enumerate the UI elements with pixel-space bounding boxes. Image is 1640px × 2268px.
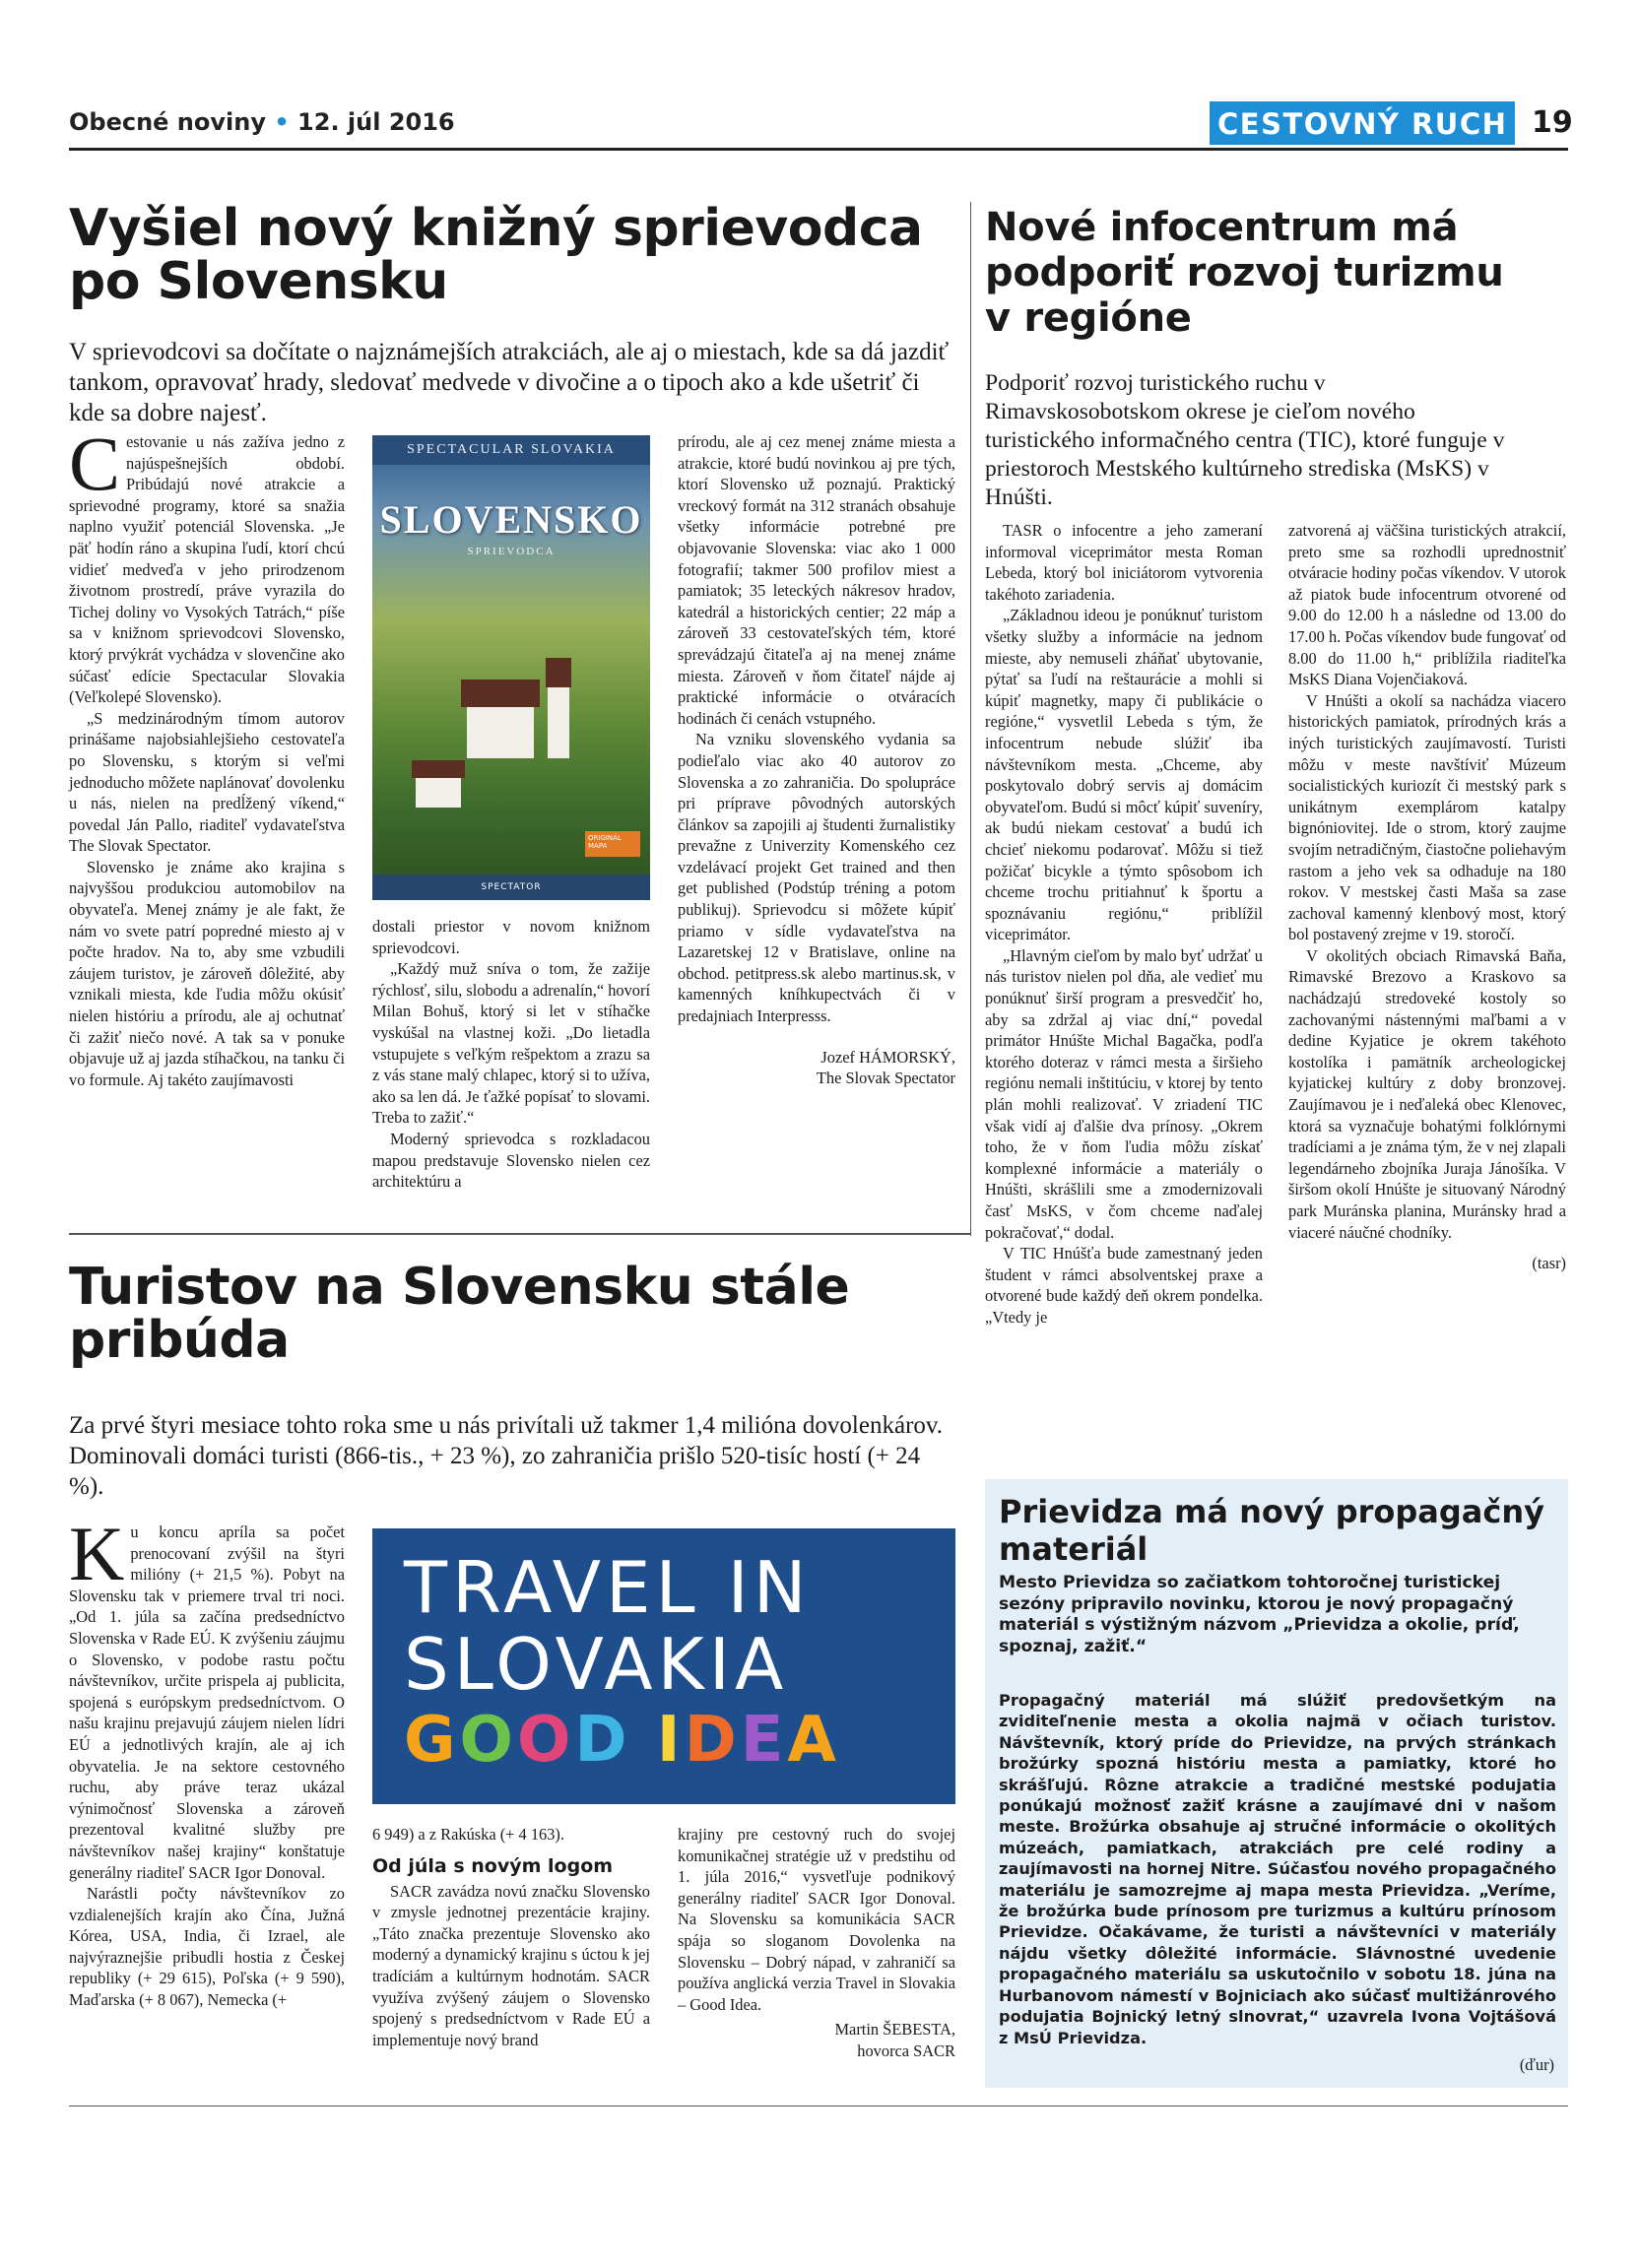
article1-col3-p1: prírodu, ale aj cez menej známe miesta a atrakcie, ktoré budú novinkou aj pre tých, ktorí Slovensko už poznajú. Praktický vreckový formát na 312 stranách obsahuje všetky informácie potrebné pre objavovanie Slovenska: viac ako 1 000 fotografií; takmer 500 profilov miest a pamiatok; 35 leteckých nákresov hradov, katedrál a historických centier; 22 máp a zároveň 33 cestovateľských tém, ktoré sprevádzajú čitateľa aj na menej známe miesta. Zároveň v ňom čitateľ nájde aj praktické informácie o otváracích hodinách či cenách vstupného. [678, 432, 955, 728]
article2-col1-p3: „Hlavným cieľom by malo byť udržať u nás turistov nielen pol dňa, ale vedieť mu ponúknuť širší program a presvedčiť ho, aby sa zdržal aj viac dní,“ povedal primátor Hnúšte Michal Bagačka, podľa ktorého doteraz v rámci mesta a širšieho regiónu nemali inštitúciu, v ktorej by tento plán mohli realizovať. V zriadení TIC však vidí aj ďalšie dva prínosy. „Okrem toho, že v ňom ľudia môžu získať komplexné informácie a materiály o Hnúšti, skrášlili sme a zmodernizovali časť MsKS, v čom chceme naďalej pokračovať,“ dodal. [985, 945, 1263, 1242]
article1-col1-p1: estovanie u nás zažíva jedno z najúspešnejších období. Pribúdajú nové atrakcie a sprievodné programy, ktoré sa snažia naplno využiť potenciál Slovenska. „Je päť hodín ráno a skupina ľudí, ktorí chcú vidieť medveďa v jeho prirodzenom životnom prostredí, práve vyrazila do Tichej doliny vo Vysokých Tatrách,“ píše sa v knižnom sprievodcovi Slovensko, ktorý prvýkrát vychádza v slovenčine ako súčasť edície Spectacular Slovakia (Veľkolepé Slovensko). [69, 432, 345, 707]
header-rule [69, 148, 1568, 151]
article3-col1-p2: Narástli počty návštevníkov zo vzdialenejších krajín ako Čína, Južná Kórea, USA, India, či Izrael, ale najvýraznejšie pribudli hostia z Českej republiky (+ 29 615), Poľska (+ 9 590), Maďarska (+ 8 067), Nemecka (+ [69, 1884, 345, 2010]
article2-col2-p3: V okolitých obciach Rimavská Baňa, Rimavské Brezovo a Kraskovo sa nachádzajú stredoveké kostoly so zachovanými nástennými maľbami a v dedine Kyjatice je okrem takéhoto kostolíka i pamätník archeologickej kyjatickej kultúry z doby bronzovej. Zaujímavou je i neďaleká obec Klenovec, ktorá sa vyznačuje bohatými folklórnymi tradíciami a je známa tým, že v nej zlapali legendárneho zbojníka Juraja Jánošíka. V širšom okolí Hnúšte je situovaný Národný park Muránska planina, Muránsky hrad a viaceré náučné chodníky. [1288, 945, 1566, 1242]
banner-letter: D [684, 1704, 741, 1777]
article2-title [985, 205, 1576, 341]
article1-col2 [372, 916, 650, 1193]
article2-col2 [1288, 520, 1566, 1274]
article1-author: Jozef HÁMORSKÝ, [820, 1047, 955, 1067]
column-divider [970, 202, 971, 1236]
article2-col2-p1: zatvorená aj väčšina turistických atrakcií, preto sme sa rozhodli uprednostniť otváracie hodiny počas víkendov. V utorok až piatok bude infocentrum otvorené od 9.00 do 12.00 h a následne od 13.00 do 17.00 h. Počas víkendov bude fungovať od 8.00 do 11.00 h,“ priblížila riaditeľka MsKS Diana Vojenčiaková. [1288, 521, 1566, 689]
article2-title-line2: podporiť rozvoj turizmu [985, 250, 1504, 295]
banner-line1: TRAVEL IN [404, 1546, 812, 1629]
paper-name: Obecné noviny [69, 108, 266, 136]
article3-dropcap: K [69, 1511, 125, 1596]
article2-title-line1: Nové infocentrum má [985, 205, 1459, 250]
article3-title-line2: pribúda [69, 1311, 290, 1370]
article3-col3-p1: krajiny pre cestovný ruch do svojej komunikačnej stratégie už v predstihu od 1. júla 2016,“ vysvetľuje podnikový generálny riaditeľ SACR Igor Donoval. Na Slovensku sa komunikácia SACR spája so sloganom Dovolenka na Slovensku – Dobrý nápad, v zahraničí sa používa anglická verzia Travel in Slovakia – Good Idea. [678, 1825, 955, 2014]
article3-col3 [678, 1824, 955, 2062]
small-roof [412, 760, 465, 778]
article1-col2-p1: dostali priestor v novom knižnom sprievodcovi. [372, 917, 650, 957]
prievidza-info-box [985, 1479, 1568, 2088]
masthead-dot: • [274, 108, 290, 136]
article3-lead: Za prvé štyri mesiace tohto roka sme u nás privítali už takmer 1,4 milióna dovolenkárov. Dominovali domáci turisti (866-tis., + 23 %), zo zahraničia prišlo 520-tisíc hostí (+ 24 %). [69, 1412, 944, 1500]
article3-title [69, 1258, 955, 1370]
article1-title-line2: po Slovensku [69, 252, 448, 311]
article1-col1 [69, 421, 345, 1090]
book-cover-image [372, 435, 650, 900]
banner-letter: A [787, 1704, 840, 1777]
article1-col2-p2: „Každý muž sníva o tom, že zažije rýchlosť, silu, slobodu a adrenalín,“ hovorí Milan Bohuš, ktorý si let v stíhačke vyskúšal na vlastnej koži. „Do lietadla vstupujete s veľkým rešpektom a zrazu sa z vás stane malý chlapec, ktorý si to užíva, ako sa len dá. Je ťažké popísať to slovami. Treba to zažiť.“ [372, 959, 650, 1128]
article4-title-line2: materiál [999, 1530, 1148, 1568]
book-map-badge: ORIGINÁL MAPA [585, 831, 640, 857]
article4-title-line1: Prievidza má nový propagačný [999, 1493, 1544, 1530]
book-title: SLOVENSKO [379, 497, 643, 542]
article1-signature [678, 1047, 955, 1089]
banner-line2: SLOVAKIA [404, 1623, 789, 1706]
article1-author-org: The Slovak Spectator [816, 1069, 955, 1088]
banner-letter: E [740, 1704, 788, 1777]
article4-body: Propagačný materiál má slúžiť predovšetkým na zviditeľnenie mesta a okolia najmä v očiach turistov. Návštevník, ktorý príde do Prievidze, na prvých stránkach brožúrky spozná históriu mesta a pamiatky, ktoré ho skrášľujú. Rôzne atrakcie a tradičné mestské podujatia ponúkajú možnosť zažiť krásne a zaujímavé dni v našom meste. Brožúrka obsahuje aj stručné informácie o okolitých múzeách, pamiatkach, atrakciách pre celé rodiny a zaujímavosti na hornej Nitre. Súčasťou nového propagačného materiálu je samozrejme aj mapa mesta Prievidza. „Veríme, že brožúrka bude prínosom pre turizmus a kultúru prínosom Prievidze. Očakávame, že turisti a návštevníci v materiály nájdu všetky dôležité informácie. Slávnostné uvedenie propagačného materiálu sa uskutočnilo v sobotu 18. júna na Hurbanovom námestí v Bojniciach ako súčasť multižánrového podujatia Bojnický letný slnovrat,“ uzavrela Ivona Vojtášová z MsÚ Prievidza. [999, 1691, 1556, 2047]
article3-col1-p1: u koncu apríla sa počet prenocovaní zvýšil na štyri milióny (+ 21,5 %). Pobyt na Slovensku tak v priemere trval tri noci. „Od 1. júla sa začína predsedníctvo Slovenska v Rade EÚ. K zvýšeniu záujmu o Slovensko, v podobe rastu počtu návštevníkov, určite prispela aj publicita, spojená s európskym predsedníctvom. O našu krajinu prejavujú záujem nielen lídri EÚ a jednotlivých krajín, ale aj ich obyvatelia. Je na sektore cestovného ruchu, aby práve teraz ukázal výnimočnosť Slovenska a zároveň prezentoval kvalitné služby pre návštevníkov našej krajiny“ konštatuje generálny riaditeľ SACR Igor Donoval. [69, 1523, 345, 1882]
church-building [467, 707, 534, 758]
article1-col3-p2: Na vzniku slovenského vydania sa podieľalo viac ako 40 autorov zo Slovenska a zo zahraničia. Do spolupráce pri príprave pôvodných autorských článkov sa zapojili aj študenti žurnalistiky prevažne z Univerzity Komenského cez vzdelávací projekt Get trained and then get published (Podstúp tréning a potom publikuj). Sprievodcu si môžete kúpiť priamo v sídle vydavateľstva na Lazaretskej 12 v Bratislave, online na obchod. petitpress.sk alebo martinus.sk, v kamenných kníhkupectvách či v predajniach Interpresss. [678, 730, 955, 1026]
article3-col1 [69, 1511, 345, 2011]
masthead [69, 108, 455, 136]
banner-letter: O [516, 1704, 575, 1777]
article2-col2-p2: V Hnúšti a okolí sa nachádza viacero historických pamiatok, prírodných krás a iných turistických zaujímavostí. Turisti môžu v meste navštíviť Múzeum socialistických kuriozít či mestský park s unikátnym exemplárom katalpy bignóniovitej. Ide o strom, ktorý zaujme svojím netradičným, čiastočne poliehavým rastom a jeho vek sa odhaduje na 180 rokov. V mestskej časti Maša sa zase zachoval kamenný klenbový most, ktorý bol postavený zrejme v 19. storočí. [1288, 690, 1566, 944]
article1-title-line1: Vyšiel nový knižný sprievodca [69, 199, 923, 258]
article1-col1-p2: „S medzinárodným tímom autorov prinášame najobsiahlejšieho cestovateľa po Slovensku, s ktorým si veľmi jednoducho môžete naplánovať dovolenku u nás, nielen na predĺžený víkend,“ povedal Ján Pallo, riaditeľ vydavateľstva The Slovak Spectator. [69, 708, 345, 856]
banner-letter: O [459, 1704, 517, 1777]
article2-signature: (tasr) [1532, 1254, 1566, 1273]
banner-letter: G [404, 1704, 460, 1777]
small-house [416, 778, 461, 808]
article1-col2-p3: Moderný sprievodca s rozkladacou mapou predstavuje Slovensko nielen cez architektúru a [372, 1129, 650, 1192]
issue-date: 12. júl 2016 [297, 108, 455, 136]
article3-col2 [372, 1824, 650, 2050]
banner-letter [630, 1704, 656, 1777]
article2-title-line3: v regióne [985, 295, 1192, 341]
article3-col2-first: 6 949) a z Rakúska (+ 4 163). [372, 1825, 564, 1844]
article2-col1-p1: TASR o infocentre a jeho zameraní informoval viceprimátor mesta Roman Lebeda, ktorý bol iniciátorom vytvorenia takéhoto zariadenia. [985, 521, 1263, 604]
book-subtitle: SPRIEVODCA [467, 546, 556, 557]
article3-signature [678, 2019, 955, 2061]
page-number: 19 [1532, 105, 1573, 140]
section-badge: CESTOVNÝ RUCH [1210, 101, 1515, 145]
article2-col1-p4: V TIC Hnúšťa bude zamestnaný jeden študent v rámci absolventskej praxe a otvorené bude každý deň okrem pondelka. „Vtedy je [985, 1244, 1263, 1327]
article2-lead: Podporiť rozvoj turistického ruchu v Rimavskosobotskom okrese je cieľom nového turistického informačného centra (TIC), ktoré funguje v priestoroch Mestského kultúrneho strediska (MsKS) v Hnúšti. [985, 370, 1505, 510]
banner-good-idea [404, 1706, 840, 1775]
article4-title [999, 1493, 1560, 1568]
article3-subhead: Od júla s novým logom [372, 1854, 614, 1877]
book-series: SPECTACULAR SLOVAKIA [372, 435, 650, 465]
article3-author: Martin ŠEBESTA, [834, 2020, 955, 2040]
banner-letter: D [574, 1704, 631, 1777]
article3-title-line1: Turistov na Slovensku stále [69, 1258, 850, 1317]
church-tower [548, 687, 569, 758]
article3-col2-p1: SACR zavádza novú značku Slovensko v zmysle jednotnej prezentácie krajiny. „Táto značka prezentuje Slovensko ako moderný a dynamický krajinu s úctou k jej tradíciám a kultúrnym hodnotám. SACR využíva zvýšený záujem o Slovensko spojený s predsedníctvom v Rade EÚ a implementuje nový brand [372, 1881, 650, 2049]
article4-lead: Mesto Prievidza so začiatkom tohtoročnej turistickej sezóny pripravilo novinku, ktorou je nový propagačný materiál s výstižným názvom „Prievidza a okolie, príď, spoznaj, zažiť.“ [999, 1573, 1520, 1656]
church-tower-roof [546, 658, 571, 687]
article4-signature: (ďur) [1519, 2055, 1554, 2074]
banner-letter: I [656, 1704, 685, 1777]
article2-col1-p2: „Základnou ideou je ponúknuť turistom všetky služby a informácie na jednom mieste, aby nemuseli zháňať ubytovanie, pýtať sa ľudí na reštaurácie a mohli si kúpiť magnetky, mapy či publikácie o regióne,“ vysvetlil Lebeda s tým, že infocentrum nebude slúžiť iba návštevníkom mesta. „Chceme, aby poskytovalo dobrý servis aj domácim obyvateľom. Budú si môcť kúpiť suveníry, ak budú niekam cestovať a budú ich chcieť niekomu podarovať. Môžu si tiež požičať bicykle a týmto spôsobom ich chceme trochu pritiahnuť k športu a spoznávaniu regiónu,“ priblížil viceprimátor. [985, 606, 1263, 944]
article1-dropcap: C [69, 421, 121, 506]
article-divider [69, 1233, 971, 1235]
article3-author-role: hovorca SACR [857, 2041, 955, 2060]
article1-col1-p3: Slovensko je známe ako krajina s najvyššou produkciou automobilov na obyvateľa. Menej známy je ale fakt, že nám vo svete patrí popredné miesto aj v počte hradov. Na to, aby sme vzbudili záujem turistov, je zároveň dôležité, aby vznikali miesta, kde ľudia môžu okúsiť nielen históriu a prírodu, ale aj ochutnať či zažiť niečo nové. A tak sa v ponuke objavuje už aj jazda stíhačkou, na tanku či vo formule. Aj takéto zaujímavosti [69, 857, 345, 1089]
book-publisher: SPECTATOR [372, 875, 650, 900]
travel-in-slovakia-banner [372, 1528, 955, 1804]
article1-lead: V sprievodcovi sa dočítate o najznámejších atrakciách, ale aj o miestach, kde sa dá jazdiť tankom, opravovať hrady, sledovať medvede v divočine a o tipoch ako a kde ušetriť či kde sa dobre najesť. [69, 339, 950, 426]
church-roof [461, 680, 540, 707]
article1-col3 [678, 431, 955, 1089]
article2-col1 [985, 520, 1263, 1328]
article1-title [69, 199, 955, 311]
